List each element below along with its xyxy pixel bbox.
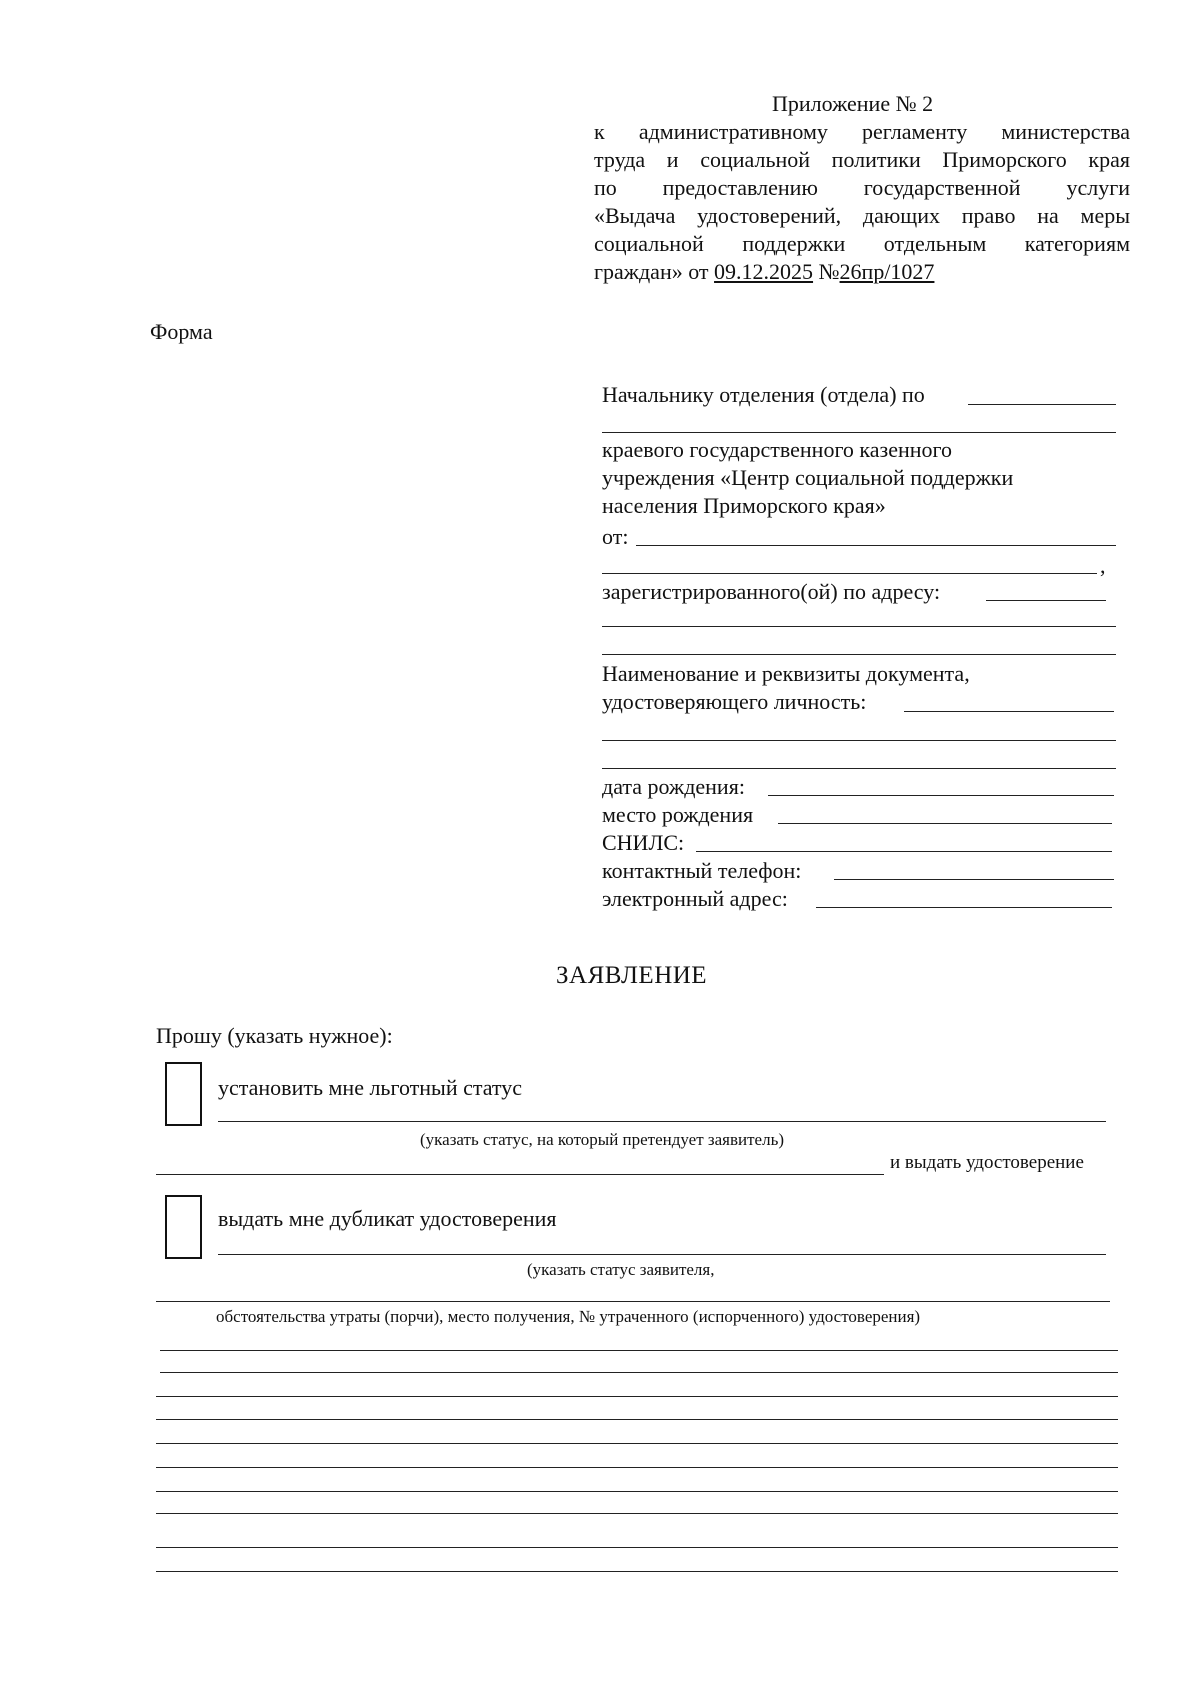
option-1-hint: (указать статус, на который претендует заявитель) [420, 1130, 784, 1149]
option-2-hint-1: (указать статус заявителя, [527, 1260, 715, 1279]
appendix-title: Приложение № 2 [772, 91, 934, 116]
phone-line [834, 879, 1114, 880]
appendix-line-5: социальной поддержки отдельным категориям [594, 231, 1130, 256]
blank-line [160, 1350, 1118, 1351]
blank-line [156, 1571, 1118, 1572]
identity-doc-line [904, 711, 1114, 712]
blank-line [156, 1547, 1118, 1548]
birth-place-line [778, 823, 1112, 824]
blank-line [156, 1396, 1118, 1397]
from-line [636, 545, 1116, 546]
blank-line [160, 1372, 1118, 1373]
option-1-label: установить мне льготный статус [218, 1075, 523, 1100]
blank-line [156, 1491, 1118, 1492]
form-label: Форма [150, 319, 213, 344]
option-2-checkbox[interactable] [165, 1195, 202, 1259]
institution-line-3: населения Приморского края» [602, 493, 886, 518]
appendix-line-4: «Выдача удостоверений, дающих право на меры [594, 203, 1130, 228]
appendix-last-prefix: граждан» от [594, 259, 709, 284]
identity-doc-label-2: удостоверяющего личность: [602, 689, 867, 714]
identity-doc-line-2 [602, 740, 1116, 741]
from-comma: , [1100, 553, 1106, 578]
appendix-date: 09.12.2025 [714, 259, 814, 284]
address-line-2 [602, 654, 1116, 655]
addressee-to-line-2 [602, 432, 1116, 433]
request-intro: Прошу (указать нужное): [156, 1023, 393, 1048]
blank-line [156, 1443, 1118, 1444]
appendix-line-1: к административному регламенту министерства [594, 119, 1130, 144]
registered-line [986, 600, 1106, 601]
registered-label: зарегистрированного(ой) по адресу: [602, 579, 941, 604]
option-2-status-line [218, 1254, 1106, 1255]
birth-date-line [768, 795, 1114, 796]
snils-label: СНИЛС: [602, 830, 685, 855]
option-1-checkbox[interactable] [165, 1062, 202, 1126]
snils-line [696, 851, 1112, 852]
blank-line [156, 1467, 1118, 1468]
statement-heading: ЗАЯВЛЕНИЕ [556, 962, 708, 989]
blank-line [156, 1513, 1118, 1514]
option-1-tail: и выдать удостоверение [890, 1152, 1084, 1173]
option-2-label: выдать мне дубликат удостоверения [218, 1206, 557, 1231]
appendix-number: 26пр/1027 [839, 259, 935, 284]
birth-date-label: дата рождения: [602, 774, 745, 799]
birth-place-label: место рождения [602, 802, 754, 827]
identity-doc-line-3 [602, 768, 1116, 769]
email-line [816, 907, 1112, 908]
option-1-status-line [218, 1121, 1106, 1122]
appendix-line-6 [594, 258, 934, 286]
institution-line-1: краевого государственного казенного [602, 437, 953, 462]
from-label: от: [602, 524, 629, 549]
addressee-to-line [968, 404, 1116, 405]
appendix-line-2: труда и социальной политики Приморского края [594, 147, 1130, 172]
identity-doc-label-1: Наименование и реквизиты документа, [602, 661, 970, 686]
phone-label: контактный телефон: [602, 858, 802, 883]
addressee-to: Начальнику отделения (отдела) по [602, 382, 925, 407]
appendix-line-3: по предоставлению государственной услуги [594, 175, 1130, 200]
option-2-details-line [156, 1301, 1110, 1302]
blank-line [156, 1419, 1118, 1420]
option-2-hint-2: обстоятельства утраты (порчи), место получения, № утраченного (испорченного) удостоверения) [216, 1307, 921, 1326]
option-1-status-line-2 [156, 1174, 884, 1175]
email-label: электронный адрес: [602, 886, 788, 911]
address-line-1 [602, 626, 1116, 627]
institution-line-2: учреждения «Центр социальной поддержки [602, 465, 1014, 490]
appendix-number-sign: № [818, 259, 840, 284]
from-line-2 [602, 573, 1097, 574]
